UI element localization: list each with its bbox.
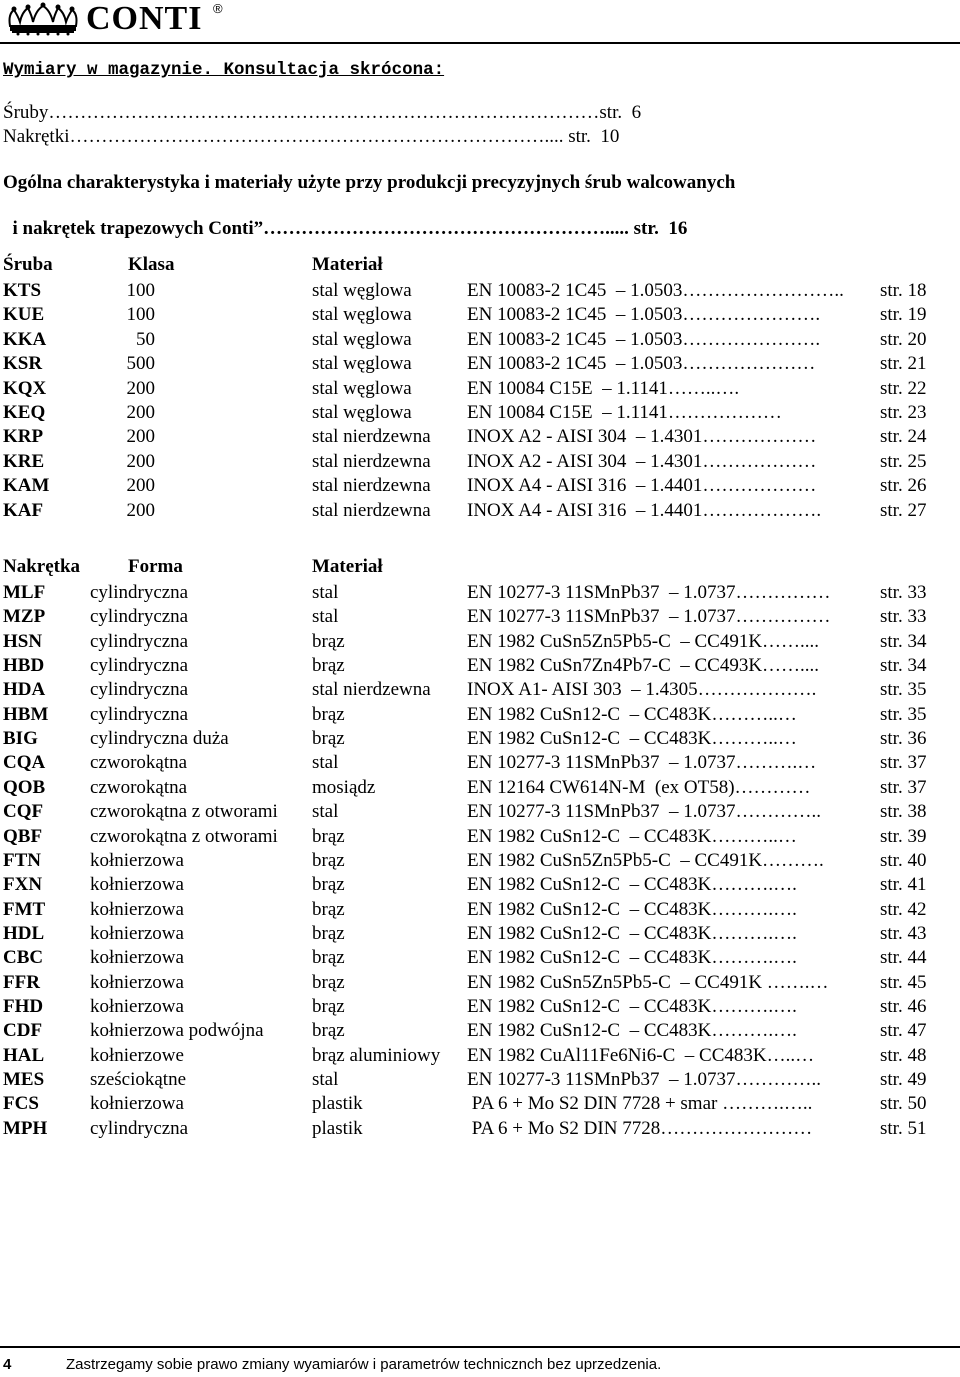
nut-row[interactable] <box>0 727 960 751</box>
screw-page-ref: str. 27 <box>880 499 927 521</box>
screw-code: KQX <box>3 377 47 399</box>
crown-icon <box>6 2 80 36</box>
nut-spec: EN 10277-3 11SMnPb37 – 1.0737………….. <box>467 801 821 823</box>
nut-page-ref: str. 36 <box>880 728 927 750</box>
brand-name: CONTI <box>86 0 203 37</box>
screw-class: 200 <box>126 499 155 521</box>
screw-code: KKA <box>3 328 47 350</box>
nut-code: QBF <box>3 825 43 847</box>
screw-spec: INOX A2 - AISI 304 – 1.4301……………… <box>467 450 817 472</box>
nut-form: cylindryczna <box>90 655 189 677</box>
nut-page-ref: str. 35 <box>880 703 927 725</box>
nut-page-ref: str. 37 <box>880 752 927 774</box>
screw-class: 200 <box>126 377 155 399</box>
general-line-1: Ogólna charakterystyka i materiały użyte przy produkcji precyzyjnych śrub walcowanych <box>3 172 736 193</box>
footer-divider <box>0 1346 960 1348</box>
nuts-header-code: Nakrętka <box>3 556 81 577</box>
nut-form: cylindryczna <box>90 679 189 701</box>
nut-row[interactable] <box>0 581 960 605</box>
nut-material: stal <box>312 606 339 628</box>
nut-spec: EN 1982 CuSn12-C – CC483K………..… <box>467 728 797 750</box>
nut-form: kołnierzowa <box>90 1093 184 1115</box>
nut-row[interactable] <box>0 1117 960 1141</box>
nut-spec: EN 1982 CuSn12-C – CC483K……….…. <box>467 874 797 896</box>
nut-row[interactable] <box>0 1068 960 1092</box>
nut-material: brąz <box>312 703 345 725</box>
nut-row[interactable] <box>0 630 960 654</box>
screw-row[interactable] <box>0 425 960 449</box>
screw-row[interactable] <box>0 401 960 425</box>
nut-code: MZP <box>3 606 46 628</box>
nut-spec: EN 1982 CuAl11Fe6Ni6-C – CC483K…..… <box>467 1044 815 1066</box>
nut-code: CQA <box>3 752 46 774</box>
nut-form: kołnierzowa <box>90 995 184 1017</box>
nut-form: kołnierzowa <box>90 922 184 944</box>
toc-item-sruby[interactable]: Śruby……………………………………………………………………………str. 6 <box>3 102 642 123</box>
nut-material: brąz <box>312 655 345 677</box>
nut-spec: EN 1982 CuSn12-C – CC483K……….…. <box>467 947 797 969</box>
screw-code: KTS <box>3 280 42 301</box>
screw-spec: EN 10083-2 1C45 – 1.0503…………………. <box>467 304 821 326</box>
nut-row[interactable] <box>0 751 960 775</box>
screw-material: stal nierdzewna <box>312 426 431 448</box>
nut-spec: EN 1982 CuSn5Zn5Pb5-C – CC491K………. <box>467 849 824 871</box>
screw-material: stal węglowa <box>312 304 412 326</box>
nuts-header-row <box>0 555 960 579</box>
nut-page-ref: str. 47 <box>880 1020 927 1042</box>
screw-spec: EN 10083-2 1C45 – 1.0503…………………. <box>467 328 825 350</box>
nut-material: brąz <box>312 728 345 750</box>
nut-row[interactable] <box>0 971 960 995</box>
screw-spec: INOX A4 - AISI 316 – 1.4401………………. <box>467 499 822 521</box>
nut-code: HSN <box>3 630 43 652</box>
screw-material: stal nierdzewna <box>312 450 431 472</box>
nut-page-ref: str. 34 <box>880 630 927 652</box>
nut-code: MES <box>3 1069 45 1090</box>
nut-code: CDF <box>3 1020 43 1042</box>
nut-material: stal <box>312 1069 339 1090</box>
nut-material: brąz <box>312 849 345 871</box>
nut-form: cylindryczna duża <box>90 728 229 750</box>
nut-row[interactable] <box>0 1019 960 1043</box>
nut-spec: EN 10277-3 11SMnPb37 – 1.0737…………… <box>467 582 831 603</box>
nut-page-ref: str. 33 <box>880 582 927 603</box>
nut-row[interactable] <box>0 849 960 873</box>
nut-form: kołnierzowa podwójna <box>90 1020 264 1042</box>
nut-row[interactable] <box>0 898 960 922</box>
nut-page-ref: str. 40 <box>880 849 927 871</box>
nut-spec: EN 1982 CuSn5Zn5Pb5-C – CC491K…….... <box>467 630 820 652</box>
nut-code: MLF <box>3 582 46 603</box>
screw-page-ref: str. 21 <box>880 353 927 375</box>
page-heading: Wymiary w magazynie. Konsultacja skrócona: <box>3 60 445 80</box>
nut-page-ref: str. 45 <box>880 971 927 993</box>
screw-row[interactable] <box>0 474 960 498</box>
nut-form: cylindryczna <box>90 582 189 603</box>
nut-code: HDA <box>3 679 46 701</box>
nut-code: HDL <box>3 922 45 944</box>
nut-code: HAL <box>3 1044 45 1066</box>
nut-form: sześciokątne <box>90 1069 187 1090</box>
screw-code: KSR <box>3 353 43 375</box>
nut-form: czworokątna z otworami <box>90 825 278 847</box>
screw-page-ref: str. 24 <box>880 426 927 448</box>
nut-code: CQF <box>3 801 44 823</box>
toc-item-nakretki[interactable]: Nakrętki………………………………………………………………….... str. 10 <box>3 126 620 147</box>
nut-page-ref: str. 51 <box>880 1117 927 1139</box>
nut-material: stal nierdzewna <box>312 679 431 701</box>
nut-material: brąz <box>312 947 345 969</box>
nut-row[interactable] <box>0 995 960 1019</box>
nut-code: MPH <box>3 1117 48 1139</box>
nut-page-ref: str. 34 <box>880 655 927 677</box>
screw-code: KUE <box>3 304 45 326</box>
nut-form: cylindryczna <box>90 606 189 628</box>
nut-form: kołnierzowa <box>90 947 184 969</box>
nut-code: HBD <box>3 655 45 677</box>
screw-class: 100 <box>126 280 155 301</box>
nut-material: brąz <box>312 874 345 896</box>
nut-spec: INOX A1- AISI 303 – 1.4305………………. <box>467 679 817 701</box>
nut-material: brąz <box>312 825 345 847</box>
general-line-2-text: i nakrętek trapezowych Conti”………………………………………………..... str. 16 <box>12 218 688 239</box>
screw-material: stal węglowa <box>312 377 412 399</box>
nut-material: mosiądz <box>312 776 376 798</box>
nut-form: kołnierzowa <box>90 874 184 896</box>
nut-code: FCS <box>3 1093 39 1115</box>
nut-page-ref: str. 38 <box>880 801 927 823</box>
nut-form: cylindryczna <box>90 703 189 725</box>
screw-class: 200 <box>126 450 155 472</box>
nut-row[interactable] <box>0 873 960 897</box>
screw-class: 500 <box>126 353 155 375</box>
nut-page-ref: str. 33 <box>880 606 927 628</box>
nut-spec: EN 1982 CuSn12-C – CC483K……….…. <box>467 898 797 920</box>
screw-row[interactable] <box>0 499 960 523</box>
nut-form: czworokątna <box>90 752 188 774</box>
nut-spec: EN 10277-3 11SMnPb37 – 1.0737…………… <box>467 606 831 628</box>
screw-spec: INOX A2 - AISI 304 – 1.4301……………… <box>467 426 817 448</box>
nut-page-ref: str. 39 <box>880 825 927 847</box>
screw-spec: EN 10084 C15E – 1.1141……………… <box>467 402 782 423</box>
nut-page-ref: str. 46 <box>880 995 927 1017</box>
screw-material: stal nierdzewna <box>312 475 431 497</box>
nut-form: cylindryczna <box>90 1117 189 1139</box>
screw-row[interactable] <box>0 328 960 352</box>
screw-page-ref: str. 18 <box>880 280 927 301</box>
nut-row[interactable] <box>0 1044 960 1068</box>
screw-code: KEQ <box>3 402 46 423</box>
nut-row[interactable] <box>0 800 960 824</box>
nut-code: QOB <box>3 776 46 798</box>
nut-page-ref: str. 49 <box>880 1069 927 1090</box>
nut-code: HBM <box>3 703 49 725</box>
nut-spec: EN 1982 CuSn12-C – CC483K……….…. <box>467 922 797 944</box>
screw-class: 200 <box>126 475 155 497</box>
nut-code: FFR <box>3 971 40 993</box>
nut-code: BIG <box>3 728 38 750</box>
nut-row[interactable] <box>0 654 960 678</box>
nut-row[interactable] <box>0 703 960 727</box>
nut-row[interactable] <box>0 946 960 970</box>
screw-page-ref: str. 19 <box>880 304 927 326</box>
nut-material: stal <box>312 582 339 603</box>
screw-page-ref: str. 23 <box>880 402 927 423</box>
nut-spec: PA 6 + Mo S2 DIN 7728 + smar ……….….. <box>467 1093 813 1115</box>
nut-material: brąz <box>312 898 345 920</box>
screw-material: stal węglowa <box>312 280 412 301</box>
nut-material: plastik <box>312 1117 363 1139</box>
screw-spec: EN 10084 C15E – 1.1141……..…. <box>467 377 740 399</box>
nut-material: brąz aluminiowy <box>312 1044 441 1066</box>
screw-row[interactable] <box>0 303 960 327</box>
nut-page-ref: str. 43 <box>880 922 927 944</box>
nut-page-ref: str. 35 <box>880 679 927 701</box>
nut-code: FTN <box>3 849 41 871</box>
nut-spec: EN 1982 CuSn7Zn4Pb7-C – CC493K…….... <box>467 655 820 677</box>
screws-header-class: Klasa <box>128 254 175 275</box>
screws-header-code: Śruba <box>3 254 53 275</box>
nut-form: kołnierzowe <box>90 1044 184 1066</box>
nut-material: brąz <box>312 630 345 652</box>
nut-spec: EN 10277-3 11SMnPb37 – 1.0737………….. <box>467 1069 821 1090</box>
screw-row[interactable] <box>0 352 960 376</box>
screw-class: 100 <box>126 304 155 326</box>
nut-page-ref: str. 42 <box>880 898 927 920</box>
nut-page-ref: str. 48 <box>880 1044 927 1066</box>
nut-material: brąz <box>312 1020 345 1042</box>
screw-code: KAM <box>3 475 50 497</box>
nut-row[interactable] <box>0 678 960 702</box>
nut-spec: EN 1982 CuSn5Zn5Pb5-C – CC491K …….… <box>467 971 829 993</box>
nut-row[interactable] <box>0 605 960 629</box>
screw-class: 200 <box>126 426 155 448</box>
screw-class: 200 <box>126 402 155 423</box>
nut-row[interactable] <box>0 1092 960 1116</box>
nut-form: czworokątna <box>90 776 188 798</box>
nut-row[interactable] <box>0 825 960 849</box>
nut-material: plastik <box>312 1093 363 1115</box>
screw-spec: EN 10083-2 1C45 – 1.0503………………… <box>467 353 821 375</box>
nut-page-ref: str. 37 <box>880 776 927 798</box>
nut-code: CBC <box>3 947 44 969</box>
header-divider <box>0 42 960 44</box>
screws-header-row <box>0 253 960 277</box>
screw-code: KRE <box>3 450 45 472</box>
conti-logo <box>6 0 236 40</box>
screw-class: 50 <box>136 328 155 350</box>
nut-spec: PA 6 + Mo S2 DIN 7728…………………… <box>467 1117 813 1139</box>
footer-disclaimer: Zastrzegamy sobie prawo zmiany wyamiarów i parametrów technicznch bez uprzedzenia. <box>66 1356 662 1373</box>
nut-spec: EN 10277-3 11SMnPb37 – 1.0737……….… <box>467 752 817 774</box>
nut-code: FHD <box>3 995 44 1017</box>
footer-page-number: 4 <box>3 1356 12 1373</box>
nut-material: brąz <box>312 922 345 944</box>
nut-code: FMT <box>3 898 46 920</box>
nut-form: cylindryczna <box>90 630 189 652</box>
screw-page-ref: str. 20 <box>880 328 927 350</box>
screw-row[interactable] <box>0 279 960 303</box>
screw-spec: INOX A4 - AISI 316 – 1.4401……………… <box>467 475 817 497</box>
nut-row[interactable] <box>0 922 960 946</box>
screw-code: KAF <box>3 499 44 521</box>
nuts-header-form: Forma <box>128 556 183 577</box>
nut-spec: EN 1982 CuSn12-C – CC483K………..… <box>467 825 797 847</box>
nut-material: stal <box>312 752 339 774</box>
nut-spec: EN 12164 CW614N-M (ex OT58)………… <box>467 776 811 798</box>
nut-page-ref: str. 44 <box>880 947 927 969</box>
screw-material: stal węglowa <box>312 353 412 375</box>
screw-page-ref: str. 25 <box>880 450 927 472</box>
nuts-header-material: Materiał <box>312 556 383 577</box>
nut-form: kołnierzowa <box>90 898 184 920</box>
screw-spec: EN 10083-2 1C45 – 1.0503…………………….. <box>467 280 844 301</box>
screw-material: stal węglowa <box>312 402 412 423</box>
nut-page-ref: str. 50 <box>880 1093 927 1115</box>
nut-spec: EN 1982 CuSn12-C – CC483K………..… <box>467 703 797 725</box>
nut-row[interactable] <box>0 776 960 800</box>
nut-form: czworokątna z otworami <box>90 801 278 823</box>
nut-page-ref: str. 41 <box>880 874 927 896</box>
screw-row[interactable] <box>0 377 960 401</box>
screw-page-ref: str. 26 <box>880 475 927 497</box>
registered-mark: ® <box>213 1 223 16</box>
screw-code: KRP <box>3 426 44 448</box>
screw-row[interactable] <box>0 450 960 474</box>
nut-form: kołnierzowa <box>90 971 184 993</box>
screws-header-material: Materiał <box>312 254 383 275</box>
nut-form: kołnierzowa <box>90 849 184 871</box>
nut-spec: EN 1982 CuSn12-C – CC483K……….…. <box>467 995 797 1017</box>
nut-material: brąz <box>312 971 345 993</box>
screw-page-ref: str. 22 <box>880 377 927 399</box>
general-line-2[interactable] <box>3 196 687 240</box>
nut-material: brąz <box>312 995 345 1017</box>
nut-material: stal <box>312 801 339 823</box>
nut-code: FXN <box>3 874 43 896</box>
nut-spec: EN 1982 CuSn12-C – CC483K……….…. <box>467 1020 797 1042</box>
screw-material: stal węglowa <box>312 328 412 350</box>
screw-material: stal nierdzewna <box>312 499 431 521</box>
